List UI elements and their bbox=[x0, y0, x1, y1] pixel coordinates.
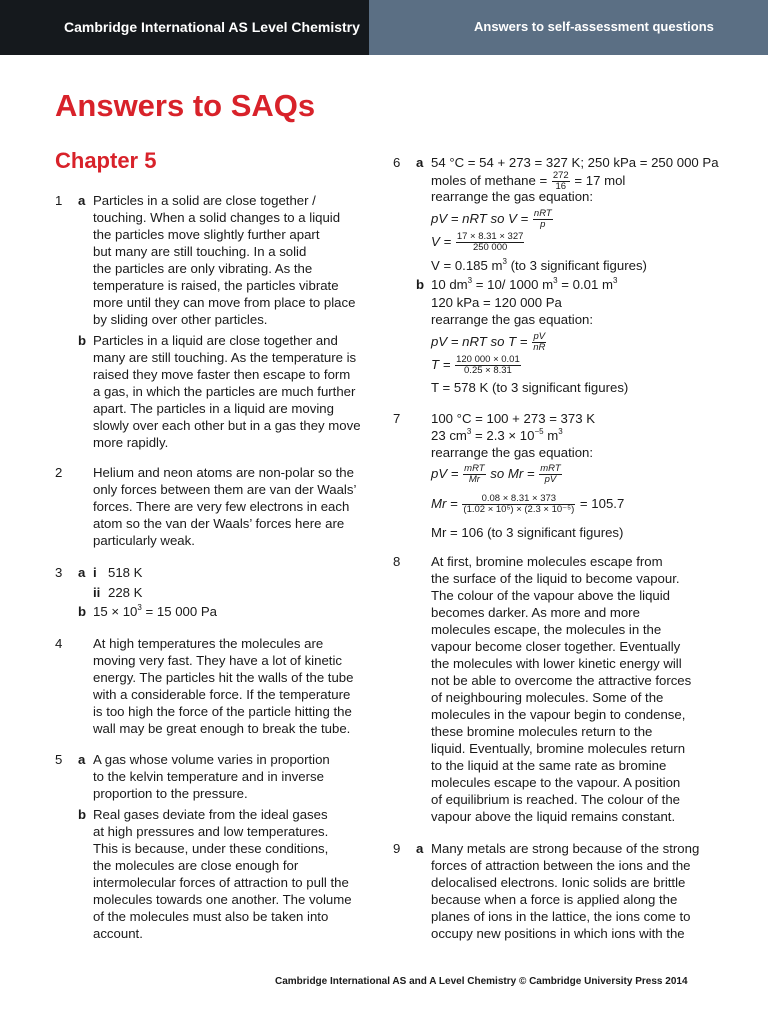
question-number: 2 bbox=[55, 465, 63, 480]
answer-line: Particles in a liquid are close together and bbox=[93, 333, 338, 348]
answer-line: of equilibrium is reached. The colour of the bbox=[431, 792, 680, 807]
answer-line: A gas whose volume varies in proportion bbox=[93, 752, 330, 767]
answer-line: At first, bromine molecules escape from bbox=[431, 554, 663, 569]
part-label: a bbox=[78, 565, 86, 580]
answer-line: forces. There are very few electrons in each bbox=[93, 499, 350, 514]
answer-line: but many are still touching. In a solid bbox=[93, 244, 307, 259]
question-number: 4 bbox=[55, 636, 63, 651]
answer-line: becomes darker. As more and more bbox=[431, 605, 640, 620]
equation-line: pV = $\frac{\text{mRT}}{Mr}$ so Mr = $\frac{\text{mRT}}{pV}$ bbox=[431, 463, 561, 485]
answer-line: at high pressures and low temperatures. bbox=[93, 824, 329, 839]
answer-line: the molecules with lower kinetic energy will bbox=[431, 656, 682, 671]
page-title: Answers to SAQs bbox=[55, 88, 316, 123]
answer-line: 10 $dm^3 = 10/$ 1000 $m^3 = 0.01$ $m^3$ bbox=[431, 276, 618, 292]
answer-line: V = 0.185 $m^3$ (to 3 significant figures) bbox=[431, 257, 647, 273]
answer-line: because when a force is applied along the bbox=[431, 892, 678, 907]
header-bar-right bbox=[369, 0, 768, 55]
answer-line: 120 kPa = 120 000 Pa bbox=[431, 295, 562, 310]
answer-line: more until they can move from place to place bbox=[93, 295, 356, 310]
answer-line: many are still touching. As the temperature is bbox=[93, 350, 357, 365]
equation-line: T = $\frac{120 000 \times 0.01}{0.25 \times 8.31}$ bbox=[431, 354, 520, 376]
answer-line: to the kelvin temperature and in inverse bbox=[93, 769, 324, 784]
question-number: 9 bbox=[393, 841, 401, 856]
chapter-heading: Chapter 5 bbox=[55, 148, 157, 173]
answer-line: vapour above the liquid remains constant. bbox=[431, 809, 676, 824]
answer-line: The colour of the vapour above the liquid bbox=[431, 588, 670, 603]
answer-line: $15 \times 10^3 = 15$ 000 Pa bbox=[93, 603, 217, 619]
answer-line: moles of methane = $\frac{272}{16}$ = 17 mol bbox=[431, 170, 626, 192]
answer-line: particularly weak. bbox=[93, 533, 195, 548]
answer-line: Particles in a solid are close together / bbox=[93, 193, 316, 208]
answer-line: 228 K bbox=[108, 585, 143, 600]
answer-line: the particles move slightly further apart bbox=[93, 227, 320, 242]
answer-line: account. bbox=[93, 926, 143, 941]
answer-line: Real gases deviate from the ideal gases bbox=[93, 807, 328, 822]
answer-line: the surface of the liquid to become vapour. bbox=[431, 571, 680, 586]
answer-line: molecules in the vapour begin to condense, bbox=[431, 707, 686, 722]
answer-line: of neighbouring molecules. Some of the bbox=[431, 690, 664, 705]
subpart-label: ii bbox=[93, 585, 101, 600]
answer-line: rearrange the gas equation: bbox=[431, 445, 594, 460]
subpart-label: i bbox=[93, 565, 97, 580]
question-number: 3 bbox=[55, 565, 63, 580]
answer-line: energy. The particles hit the walls of the tube bbox=[93, 670, 354, 685]
answer-line: At high temperatures the molecules are bbox=[93, 636, 324, 651]
answer-line: raised they move faster then escape to form bbox=[93, 367, 351, 382]
footer-copyright: Cambridge International AS and A Level Chemistry © Cambridge University Press 2014 bbox=[275, 976, 688, 987]
answer-line: moving very fast. They have a lot of kinetic bbox=[93, 653, 342, 668]
answer-line: proportion to the pressure. bbox=[93, 786, 248, 801]
part-label: b bbox=[416, 277, 425, 292]
book-title: Cambridge International AS Level Chemistry bbox=[64, 19, 360, 35]
answer-line: temperature is raised, the particles vibrate bbox=[93, 278, 339, 293]
answer-line: molecules escape to the vapour. A position bbox=[431, 775, 681, 790]
answer-line: to the liquid at the same rate as bromine bbox=[431, 758, 667, 773]
answer-line: planes of ions in the lattice, the ions come to bbox=[431, 909, 691, 924]
answer-line: is too high the force of the particle hitting the bbox=[93, 704, 352, 719]
answer-line: intermolecular forces of attraction to pull the bbox=[93, 875, 349, 890]
answer-line: molecules towards one another. The volume bbox=[93, 892, 352, 907]
header-bar-left bbox=[0, 0, 369, 55]
equation-line: pV = nRT so V = $\frac{\text{nRT}}{p}$ bbox=[431, 208, 552, 230]
answer-line: these bromine molecules return to the bbox=[431, 724, 653, 739]
part-label: a bbox=[78, 193, 86, 208]
question-number: 8 bbox=[393, 554, 401, 569]
answer-line: with a considerable force. If the temperature bbox=[93, 687, 351, 702]
part-label: b bbox=[78, 807, 87, 822]
answer-line: atom so the van der Waals’ forces here are bbox=[93, 516, 345, 531]
answer-line: vapour become closer together. Eventually bbox=[431, 639, 681, 654]
section-title: Answers to self-assessment questions bbox=[474, 19, 714, 34]
answer-line: Mr = 106 (to 3 significant figures) bbox=[431, 525, 624, 540]
answer-line: by sliding over other particles. bbox=[93, 312, 268, 327]
question-number: 6 bbox=[393, 155, 401, 170]
answer-line: Many metals are strong because of the strong bbox=[431, 841, 700, 856]
part-label: a bbox=[416, 155, 424, 170]
answer-line: apart. The particles in a liquid are moving bbox=[93, 401, 334, 416]
answer-line: touching. When a solid changes to a liquid bbox=[93, 210, 341, 225]
answer-line: 518 K bbox=[108, 565, 143, 580]
answer-line: forces of attraction between the ions and the bbox=[431, 858, 691, 873]
answer-line: occupy new positions in which ions with the bbox=[431, 926, 685, 941]
equation-line: pV = nRT so T = $\frac{pV}{nR}$ bbox=[431, 331, 546, 353]
answer-line: liquid. Eventually, bromine molecules return bbox=[431, 741, 686, 756]
part-label: a bbox=[416, 841, 424, 856]
equation-line: Mr = $\frac{0.08 \times 8.31 \times 373}{\text{(1.02 × 10⁵) × (2.3 × 10⁻⁵)}}$ = 105.7 bbox=[431, 493, 625, 515]
answer-line: rearrange the gas equation: bbox=[431, 189, 594, 204]
answer-line: not be able to overcome the attractive forces bbox=[431, 673, 692, 688]
answer-line: Helium and neon atoms are non-polar so the bbox=[93, 465, 354, 480]
answer-line: the particles are only vibrating. As the bbox=[93, 261, 313, 276]
answer-line: 100 °C = 100 + 273 = 373 K bbox=[431, 411, 596, 426]
answer-line: molecules escape, the molecules in the bbox=[431, 622, 662, 637]
question-number: 7 bbox=[393, 411, 401, 426]
question-number: 5 bbox=[55, 752, 63, 767]
part-label: b bbox=[78, 333, 87, 348]
answer-line: the molecules are close enough for bbox=[93, 858, 299, 873]
answer-line: only forces between them are van der Waals’ bbox=[93, 482, 357, 497]
answer-line: delocalised electrons. Ionic solids are brittle bbox=[431, 875, 686, 890]
answer-line: T = 578 K (to 3 significant figures) bbox=[431, 380, 629, 395]
part-label: b bbox=[78, 604, 87, 619]
answer-line: more rapidly. bbox=[93, 435, 169, 450]
equation-line: V = $\frac{17 \times 8.31 \times 327}{250 000}$ bbox=[431, 231, 524, 253]
answer-line: 54 °C = 54 + 273 = 327 K; 250 kPa = 250 000 Pa bbox=[431, 155, 719, 170]
answer-line: a gas, in which the particles are much further bbox=[93, 384, 356, 399]
question-number: 1 bbox=[55, 193, 63, 208]
answer-line: slowly over each other but in a gas they move bbox=[93, 418, 361, 433]
part-label: a bbox=[78, 752, 86, 767]
answer-line: wall may be great enough to break the tube. bbox=[93, 721, 351, 736]
answer-line: 23 $cm^3 = 2.3 \times 10^{-5}$ $m^3$ bbox=[431, 427, 563, 443]
answer-line: rearrange the gas equation: bbox=[431, 312, 594, 327]
answer-line: of the molecules must also be taken into bbox=[93, 909, 329, 924]
answer-line: This is because, under these conditions, bbox=[93, 841, 329, 856]
